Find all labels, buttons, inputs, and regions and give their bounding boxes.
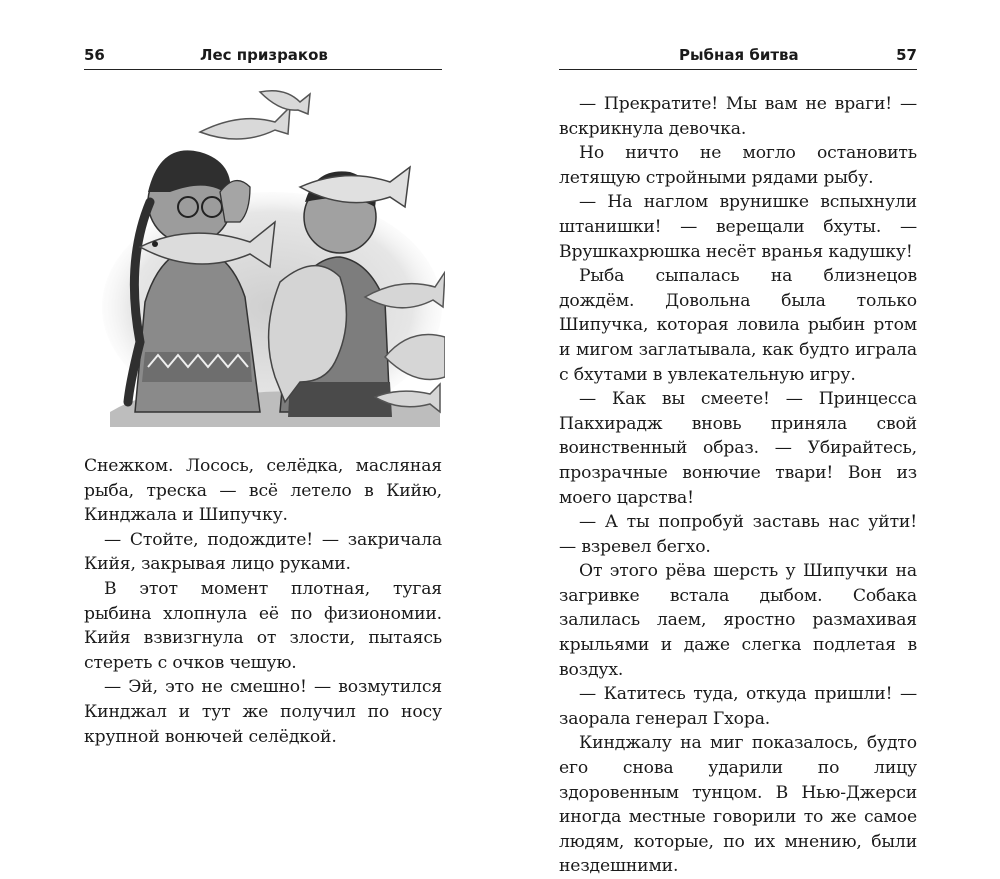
header-rule (84, 69, 442, 70)
left-page-text (84, 454, 442, 749)
right-page (500, 0, 1000, 877)
paragraph: Рыба сыпалась на близнецов дождём. Довольна была только Шипучка, которая ловила рыбин ртом и мигом заглатывала, как будто играла с бхутами в увлекательную игру. (559, 266, 917, 385)
paragraph: — Как вы смеете! — Принцесса Пакхирадж вновь приняла свой воинственный образ. — Убирайтесь, прозрачные вонючие твари! Вон из моего царства! (559, 389, 917, 508)
paragraph: Снежком. Лосось, селёдка, масляная рыба, треска — всё летело в Кийю, Кинджала и Шипучку. (84, 456, 442, 526)
header-rule (559, 69, 917, 70)
running-title: Лес призраков (200, 46, 328, 64)
paragraph: В этот момент плотная, тугая рыбина хлопнула её по физиономии. Кийя взвизгнула от злости, пытаясь стереть с очков чешую. (84, 578, 442, 673)
paragraph: — А ты попробуй заставь нас уйти! — взревел бегхо. (559, 512, 917, 557)
page-number: 56 (84, 46, 105, 64)
left-page-header (84, 46, 442, 68)
paragraph: От этого рёва шерсть у Шипучки на загривке встала дыбом. Собака залилась лаем, яростно размахивая крыльями и даже слегка подлетая в воздух. (559, 561, 917, 680)
page-number: 57 (896, 46, 917, 64)
left-page (0, 0, 500, 794)
running-title: Рыбная битва (679, 46, 799, 64)
paragraph: — Прекратите! Мы вам не враги! — вскрикнула девочка. (559, 94, 917, 139)
paragraph: — Эй, это не смешно! — возмутился Кинджал и тут же получил по носу крупной вонючей селёдкой. (84, 677, 442, 747)
illustration-fish-battle (100, 82, 445, 427)
right-page-header (559, 46, 917, 68)
right-page-text (559, 92, 917, 879)
paragraph: — На наглом врунишке вспыхнули штанишки! — верещали бхуты. — Врушкахрюшка несёт вранья кадушку! (559, 192, 917, 262)
paragraph: — Стойте, подождите! — закричала Кийя, закрывая лицо руками. (84, 529, 442, 575)
paragraph: Но ничто не могло остановить летящую стройными рядами рыбу. (559, 143, 917, 188)
paragraph: Кинджалу на миг показалось, будто его снова ударили по лицу здоровенным тунцом. В Нью-Джерси иногда местные говорили то же самое людям, которые, по их мнению, были нездешними. (559, 733, 917, 877)
paragraph: — Катитесь туда, откуда пришли! — заорала генерал Гхора. (559, 684, 917, 729)
